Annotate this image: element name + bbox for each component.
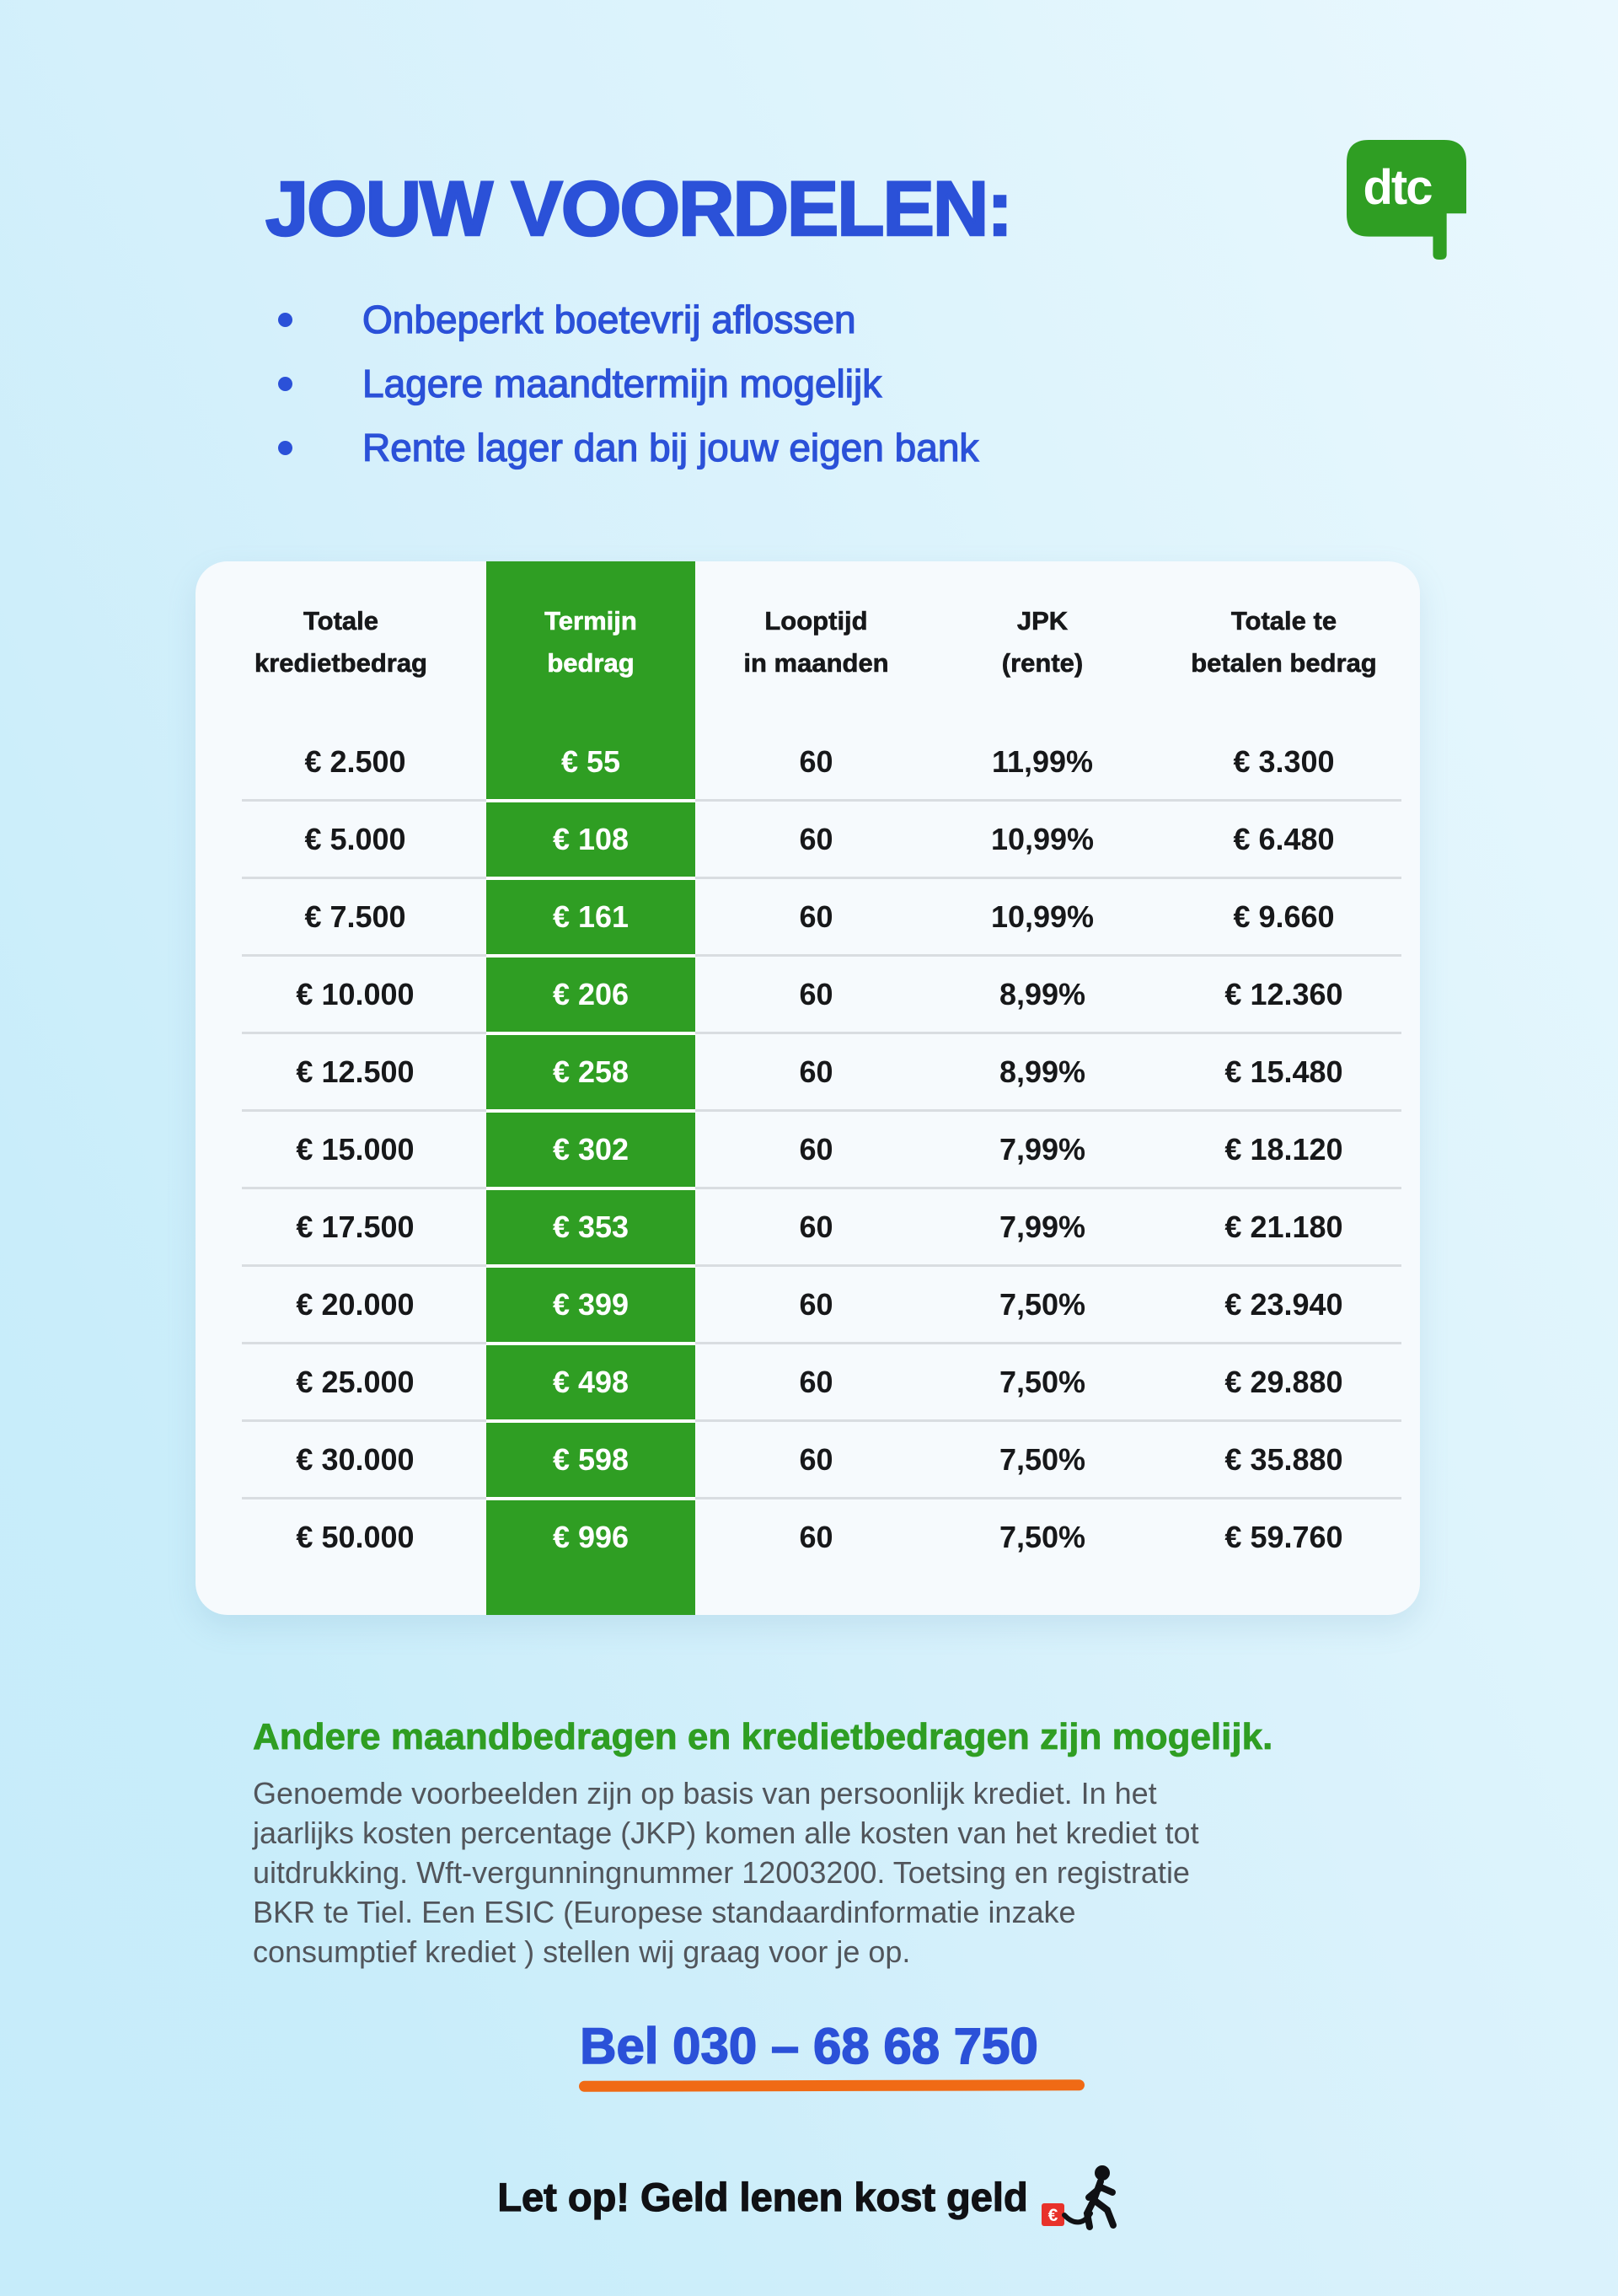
table-cell: € 2.500 <box>304 744 406 779</box>
column-header-termijnbedrag: Termijn bedrag <box>544 606 637 678</box>
table-cell: € 6.480 <box>1233 822 1335 856</box>
table-cell: € 498 <box>552 1365 630 1399</box>
table-cell: € 25.000 <box>296 1365 415 1399</box>
phone-link[interactable]: Bel 030 – 68 68 750 <box>580 2018 1038 2074</box>
table-row <box>196 801 1420 878</box>
table-cell: 60 <box>799 1054 833 1089</box>
table-cell: € 5.000 <box>304 822 406 856</box>
table-cell: 60 <box>799 1287 833 1322</box>
dtc-logo-text: dtc <box>1363 159 1432 215</box>
note-heading: Andere maandbedragen en kredietbedragen zijn mogelijk. <box>253 1716 1273 1757</box>
table-row <box>196 878 1420 956</box>
table-cell: € 108 <box>552 822 630 856</box>
table-cell: € 15.000 <box>296 1132 415 1167</box>
note-body: Genoemde voorbeelden zijn op basis van persoonlijk krediet. In het jaarlijks kosten percentage (JKP) komen alle kosten van het krediet tot uitdrukking. Wft-vergunningnummer 12003200. Toetsing en registratie BKR te Tiel. Een ESIC (Europese standaardinformatie inzake consumptief krediet ) stellen wij graag voor je op. <box>253 1776 1199 1969</box>
table-cell: 60 <box>799 1520 833 1554</box>
table-cell: 8,99% <box>999 977 1086 1011</box>
dtc-logo <box>1347 140 1466 260</box>
table-row <box>196 1188 1420 1266</box>
table-cell: 11,99% <box>991 744 1094 779</box>
table-cell: 60 <box>799 1365 833 1399</box>
table-cell: 8,99% <box>999 1054 1086 1089</box>
table-cell: € 18.120 <box>1224 1132 1343 1167</box>
column-header-looptijd: Looptijd in maanden <box>743 606 889 678</box>
table-cell: € 20.000 <box>296 1287 415 1322</box>
table-cell: € 12.500 <box>296 1054 415 1089</box>
table-cell: 10,99% <box>990 899 1095 934</box>
column-header-totale-te-betalen: Totale te betalen bedrag <box>1191 606 1377 678</box>
table-row <box>196 1033 1420 1111</box>
table-body <box>196 723 1420 1576</box>
credit-warning-text: Let op! Geld lenen kost geld <box>497 2175 1028 2219</box>
table-cell: € 59.760 <box>1224 1520 1343 1554</box>
table-cell: € 399 <box>552 1287 630 1322</box>
credit-warning <box>0 2163 1618 2232</box>
table-cell: 7,50% <box>999 1287 1086 1322</box>
table-cell: € 996 <box>552 1520 630 1554</box>
svg-text:€: € <box>1047 2206 1058 2225</box>
phone-underline-marker <box>579 2079 1085 2092</box>
table-row <box>196 956 1420 1033</box>
table-cell: € 21.180 <box>1224 1210 1343 1244</box>
benefit-item: Onbeperkt boetevrij aflossen <box>278 287 978 351</box>
table-row <box>196 1266 1420 1344</box>
table-cell: € 258 <box>552 1054 630 1089</box>
table-cell: € 353 <box>552 1210 630 1244</box>
table-header-row <box>196 561 1420 723</box>
table-cell: 10,99% <box>990 822 1095 856</box>
table-cell: € 10.000 <box>296 977 415 1011</box>
table-cell: € 7.500 <box>304 899 406 934</box>
table-cell: € 30.000 <box>296 1442 415 1477</box>
table-cell: € 598 <box>552 1442 630 1477</box>
table-cell: € 17.500 <box>296 1210 415 1244</box>
table-cell: € 23.940 <box>1224 1287 1343 1322</box>
table-cell: € 35.880 <box>1224 1442 1343 1477</box>
table-cell: 60 <box>799 1442 833 1477</box>
table-row <box>196 1421 1420 1499</box>
table-row <box>196 1111 1420 1188</box>
column-header-jkp: JPK (rente) <box>1001 606 1084 678</box>
table-cell: € 12.360 <box>1224 977 1343 1011</box>
table-cell: 7,99% <box>999 1210 1086 1244</box>
table-cell: € 9.660 <box>1233 899 1335 934</box>
table-cell: € 302 <box>552 1132 630 1167</box>
table-cell: € 161 <box>552 899 630 934</box>
table-cell: € 3.300 <box>1233 744 1335 779</box>
table-row <box>196 1344 1420 1421</box>
table-cell: 60 <box>799 1210 833 1244</box>
page-title: JOUW VOORDELEN: <box>265 166 1011 252</box>
table-cell: 60 <box>799 744 833 779</box>
table-cell: 7,50% <box>999 1442 1086 1477</box>
column-header-kredietbedrag: Totale kredietbedrag <box>254 606 427 678</box>
table-cell: 60 <box>799 1132 833 1167</box>
table-cell: 7,99% <box>999 1132 1086 1167</box>
table-cell: 7,50% <box>999 1520 1086 1554</box>
benefit-item: Rente lager dan bij jouw eigen bank <box>278 416 978 480</box>
table-cell: € 29.880 <box>1224 1365 1343 1399</box>
table-cell: 7,50% <box>999 1365 1086 1399</box>
table-cell: € 55 <box>560 744 621 779</box>
table-cell: 60 <box>799 977 833 1011</box>
table-cell: € 206 <box>552 977 630 1011</box>
table-cell: 60 <box>799 899 833 934</box>
table-row <box>196 1499 1420 1576</box>
table-cell: € 15.480 <box>1224 1054 1343 1089</box>
geld-lenen-kost-geld-icon <box>1040 2163 1121 2232</box>
table-cell: 60 <box>799 822 833 856</box>
benefit-item: Lagere maandtermijn mogelijk <box>278 351 978 416</box>
table-row <box>196 723 1420 801</box>
table-cell: € 50.000 <box>296 1520 415 1554</box>
loan-table-card <box>196 561 1420 1615</box>
benefits-list <box>278 287 978 480</box>
